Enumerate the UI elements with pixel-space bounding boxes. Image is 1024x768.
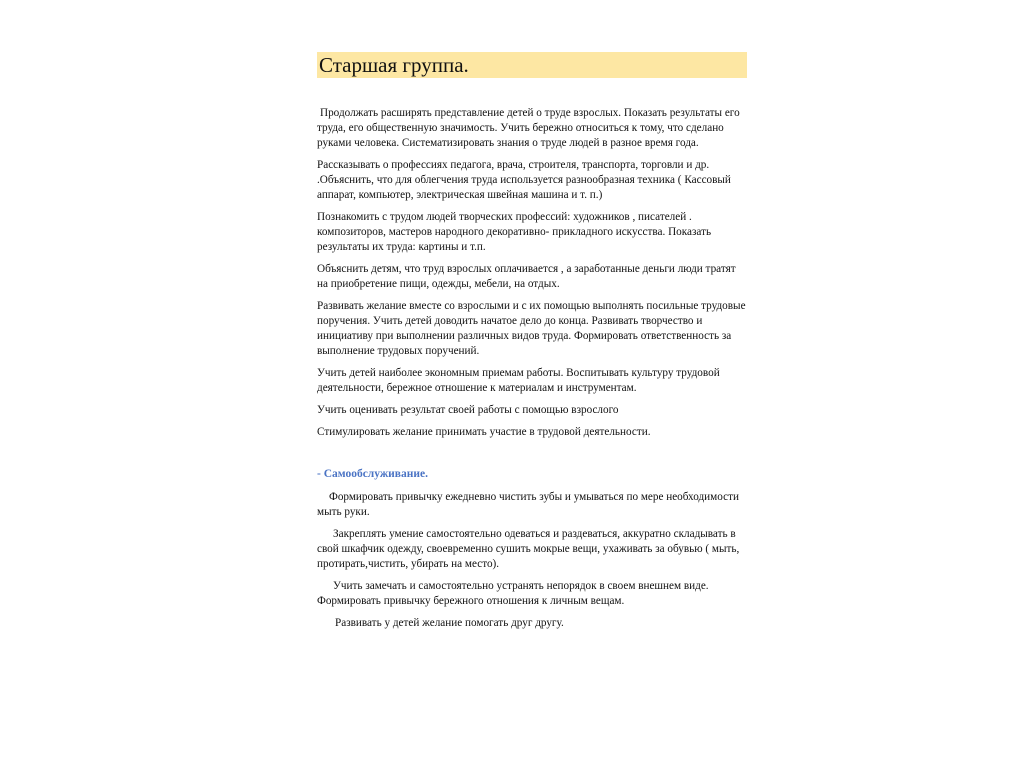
paragraph: Стимулировать желание принимать участие в трудовой деятельности. xyxy=(317,426,651,438)
section-paragraph: Закреплять умение самостоятельно одеваться и раздеваться, аккуратно складывать в свой шкафчик одежду, своевременно сушить мокрые вещи, ухаживать за обувью ( мыть, протирать,чистить, убирать на место). xyxy=(317,528,740,570)
paragraph: Объяснить детям, что труд взрослых оплачивается , а заработанные деньги люди тратят на приобретение пищи, одежды, мебели, на отдых. xyxy=(317,263,736,290)
section-paragraph: Учить замечать и самостоятельно устранять непорядок в своем внешнем виде. Формировать привычку бережного отношения к личным вещам. xyxy=(317,580,709,607)
section-paragraph: Формировать привычку ежедневно чистить зубы и умываться по мере необходимости мыть руки. xyxy=(317,491,739,518)
document-content xyxy=(317,52,747,638)
paragraph: Познакомить с трудом людей творческих профессий: художников , писателей . композиторов, мастеров народного декоративно- прикладного искусства. Показать результаты их труда: картины и т.п. xyxy=(317,211,712,253)
paragraph: Продолжать расширять представление детей о труде взрослых. Показать результаты его труда, его общественную значимость. Учить бережно относиться к тому, что сделано руками человека. Систематизировать знания о труде людей в разное время года. xyxy=(317,107,740,149)
spacer xyxy=(317,447,747,467)
section-paragraph: Развивать у детей желание помогать друг другу. xyxy=(335,617,564,629)
paragraph: Учить оценивать результат своей работы с помощью взрослого xyxy=(317,404,619,416)
page-title: Старшая группа. xyxy=(317,52,747,78)
paragraph: Рассказывать о профессиях педагога, врача, строителя, транспорта, торговли и др. .Объяснить, что для облегчения труда используется разнообразная техника ( Кассовый аппарат, компьютер, электрическая швейная машина и т. п.) xyxy=(317,159,731,201)
paragraph: Развивать желание вместе со взрослыми и с их помощью выполнять посильные трудовые поручения. Учить детей доводить начатое дело до конца. Развивать творчество и инициативу при выполнении различных видов труда. Формировать ответственность за выполнение трудовых поручений. xyxy=(317,300,746,357)
section-heading: - Самообслуживание. xyxy=(317,468,429,480)
paragraph: Учить детей наиболее экономным приемам работы. Воспитывать культуру трудовой деятельности, бережное отношение к материалам и инструментам. xyxy=(317,367,720,394)
